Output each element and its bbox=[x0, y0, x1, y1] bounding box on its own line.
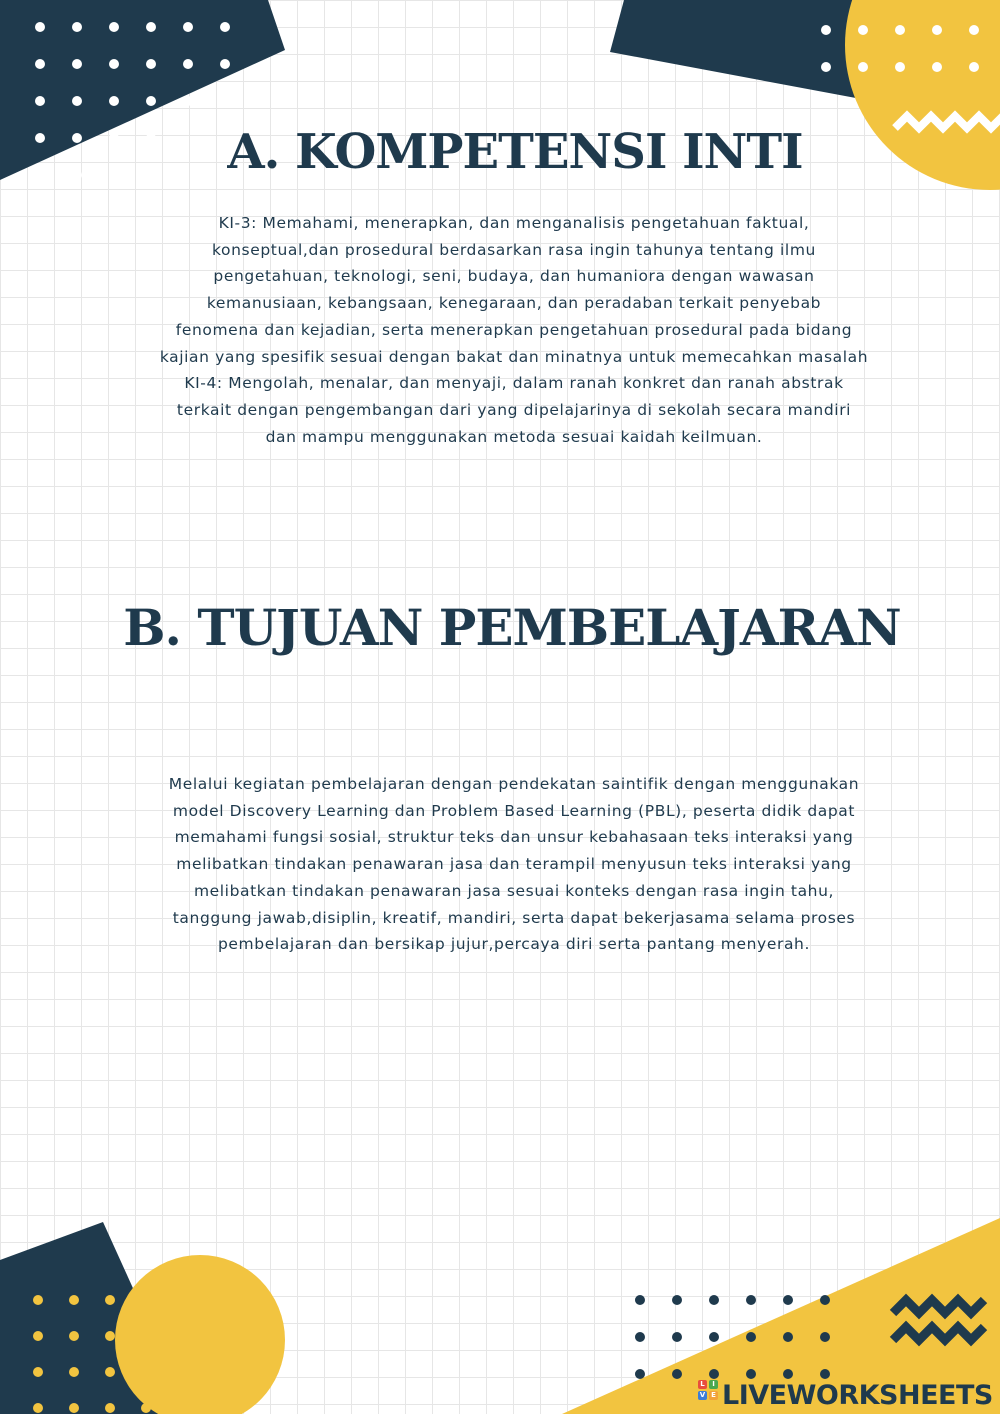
dot bbox=[821, 62, 831, 72]
logo-letter: L bbox=[698, 1380, 707, 1389]
dot bbox=[105, 1367, 115, 1377]
paragraph-line: model Discovery Learning dan Problem Based Learning (PBL), peserta didik dapat bbox=[172, 801, 856, 820]
liveworksheets-logo-icon bbox=[698, 1380, 718, 1411]
paragraph-line: kemanusiaan, kebangsaan, kenegaraan, dan peradaban terkait penyebab bbox=[206, 294, 822, 313]
dot bbox=[969, 25, 979, 35]
paragraph-line: pembelajaran dan bersikap jujur,percaya diri serta pantang menyerah. bbox=[217, 935, 810, 954]
dot bbox=[33, 1403, 43, 1413]
paragraph-line: Melalui kegiatan pembelajaran dengan pendekatan saintifik dengan menggunakan bbox=[168, 775, 860, 793]
dot bbox=[105, 1403, 115, 1413]
dot bbox=[183, 96, 193, 106]
dot bbox=[820, 1332, 830, 1342]
dot bbox=[146, 22, 156, 32]
dot bbox=[635, 1295, 645, 1305]
tujuan-pembelajaran-paragraph bbox=[154, 771, 874, 958]
dot bbox=[709, 1295, 719, 1305]
dot bbox=[69, 1331, 79, 1341]
paragraph-line: pengetahuan, teknologi, seni, budaya, dan humaniora dengan wawasan bbox=[213, 267, 815, 286]
section-b-title: B. TUJUAN PEMBELAJARAN bbox=[123, 598, 901, 657]
dot bbox=[35, 59, 45, 69]
dot bbox=[146, 59, 156, 69]
dot bbox=[895, 25, 905, 35]
dot bbox=[672, 1332, 682, 1342]
paragraph-line: melibatkan tindakan penawaran jasa sesuai konteks dengan rasa ingin tahu, bbox=[193, 881, 835, 900]
dot bbox=[72, 22, 82, 32]
dot bbox=[858, 25, 868, 35]
dot bbox=[220, 22, 230, 32]
dot bbox=[72, 59, 82, 69]
dot bbox=[33, 1367, 43, 1377]
dot bbox=[109, 96, 119, 106]
dot bbox=[709, 1332, 719, 1342]
dot bbox=[141, 1331, 151, 1341]
dot bbox=[672, 1295, 682, 1305]
dot bbox=[820, 1295, 830, 1305]
paragraph-line: kajian yang spesifik sesuai dengan bakat dan minatnya untuk memecahkan masalah bbox=[159, 347, 869, 366]
dot bbox=[35, 96, 45, 106]
dot bbox=[635, 1332, 645, 1342]
dot bbox=[821, 25, 831, 35]
dot bbox=[220, 59, 230, 69]
paragraph-line: melibatkan tindakan penawaran jasa dan terampil menyusun teks interaksi yang bbox=[176, 855, 852, 874]
kompetensi-inti-paragraph bbox=[154, 210, 874, 450]
dot bbox=[35, 22, 45, 32]
logo-letter: I bbox=[709, 1380, 718, 1389]
paragraph-line: fenomena dan kejadian, serta menerapkan pengetahuan prosedural pada bidang bbox=[175, 320, 853, 339]
paragraph-line: memahami fungsi sosial, struktur teks dan unsur kebahasaan teks interaksi yang bbox=[174, 828, 854, 847]
logo-letter: V bbox=[699, 1391, 706, 1399]
dot bbox=[141, 1367, 151, 1377]
dot bbox=[69, 1367, 79, 1377]
dot bbox=[932, 62, 942, 72]
dot bbox=[746, 1295, 756, 1305]
dot bbox=[183, 22, 193, 32]
dot bbox=[858, 62, 868, 72]
paragraph-line: tanggung jawab,disiplin, kreatif, mandiri, serta dapat bekerjasama selama proses bbox=[172, 908, 856, 927]
logo-letter: E bbox=[709, 1391, 718, 1400]
dot bbox=[72, 96, 82, 106]
dot bbox=[783, 1332, 793, 1342]
dot bbox=[33, 1295, 43, 1305]
dot bbox=[146, 96, 156, 106]
dot bbox=[69, 1403, 79, 1413]
paragraph-line: terkait dengan pengembangan dari yang dipelajarinya di sekolah secara mandiri bbox=[176, 400, 852, 419]
paragraph-line: KI-3: Memahami, menerapkan, dan menganalisis pengetahuan faktual, bbox=[218, 214, 810, 232]
dot bbox=[141, 1403, 151, 1413]
dot bbox=[746, 1332, 756, 1342]
dot bbox=[105, 1295, 115, 1305]
dot bbox=[672, 1369, 682, 1379]
dot bbox=[220, 96, 230, 106]
section-a-title: A. KOMPETENSI INTI bbox=[227, 124, 803, 180]
dot bbox=[635, 1369, 645, 1379]
dot bbox=[69, 1295, 79, 1305]
dot bbox=[969, 62, 979, 72]
paragraph-line: KI-4: Mengolah, menalar, dan menyaji, dalam ranah konkret dan ranah abstrak bbox=[184, 374, 844, 393]
paragraph-line: dan mampu menggunakan metoda sesuai kaidah keilmuan. bbox=[265, 427, 763, 446]
dot bbox=[105, 1331, 115, 1341]
dot bbox=[783, 1295, 793, 1305]
paragraph-line: konseptual,dan prosedural berdasarkan rasa ingin tahunya tentang ilmu bbox=[212, 240, 816, 259]
dot bbox=[109, 22, 119, 32]
dot bbox=[141, 1295, 151, 1305]
liveworksheets-watermark bbox=[698, 1378, 993, 1412]
dot bbox=[932, 25, 942, 35]
dot bbox=[183, 59, 193, 69]
dot bbox=[109, 59, 119, 69]
dot bbox=[33, 1331, 43, 1341]
dot bbox=[895, 62, 905, 72]
watermark-text: LIVEWORKSHEETS bbox=[722, 1379, 993, 1411]
